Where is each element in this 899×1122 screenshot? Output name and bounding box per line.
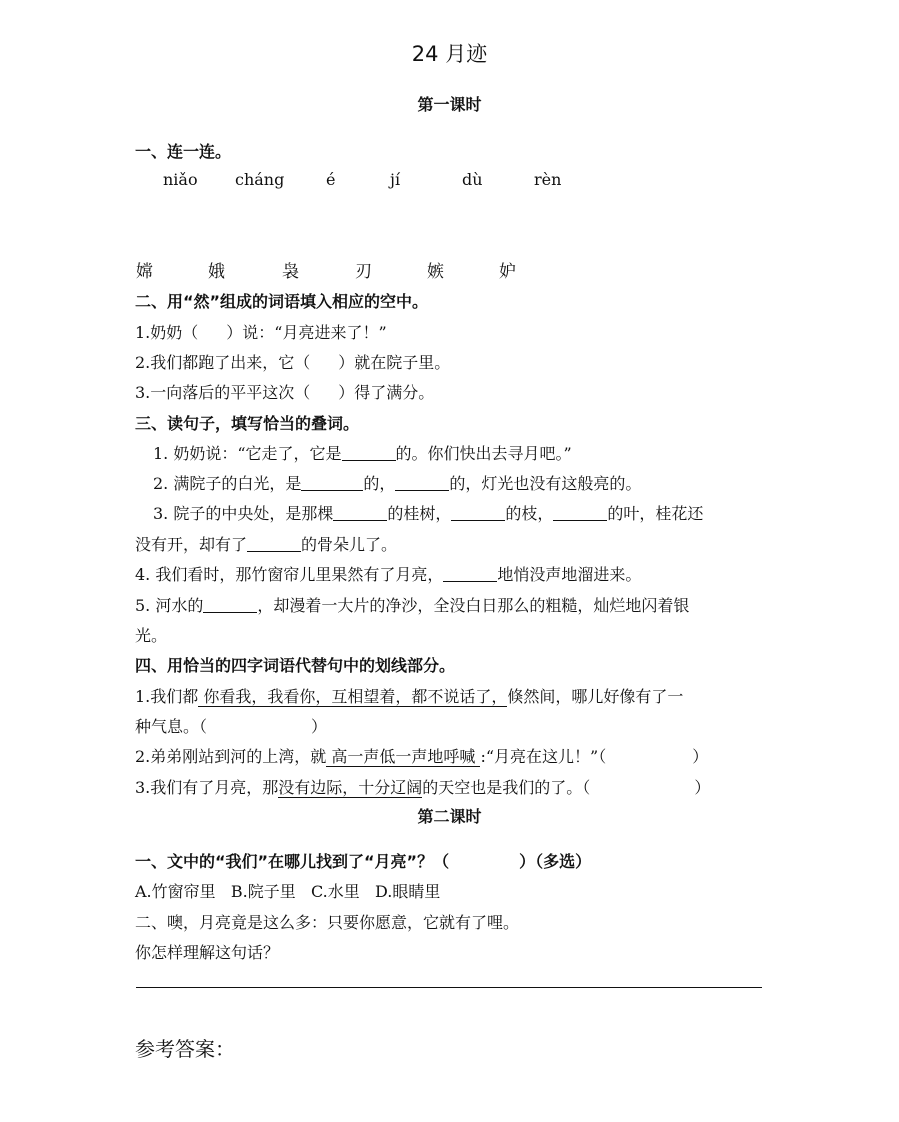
char-6: 妒 [499, 262, 516, 282]
answers-label: 参考答案： [135, 1037, 235, 1061]
q3-sentence-5 [135, 593, 689, 616]
lesson-2-label: 第二课时 [417, 807, 482, 826]
q4-s1-text-d: ） [311, 717, 328, 736]
q4-sentence-3 [135, 775, 710, 798]
q3-s3-text-f: 的骨朵儿了。 [301, 535, 398, 554]
q3-sentence-5-cont: 光。 [135, 626, 168, 645]
q3-sentence-4 [135, 562, 641, 585]
char-3: 袅 [282, 262, 299, 282]
char-2: 娥 [208, 262, 225, 282]
q3-s2-text-b: 的， [363, 474, 396, 493]
q4-sentence-2 [135, 744, 708, 767]
l2-q1-heading-tail: ）（多选） [519, 852, 592, 871]
l2-q2-heading: 二、噢，月亮竟是这么多：只要你愿意，它就有了哩。 [135, 913, 520, 932]
underlined-phrase: 你看我，我看你，互相望着，都不说话了， [198, 687, 508, 706]
q4-s2-text-c: ） [692, 747, 709, 766]
l2-q1-options: A.竹窗帘里 B.院子里 C.水里 D.眼睛里 [135, 882, 441, 901]
q4-heading: 四、用恰当的四字词语代替句中的划线部分。 [135, 656, 456, 675]
q4-s2-text-a: 2.弟弟刚站到河的上湾，就 [135, 747, 327, 766]
underlined-phrase: 高一声低一声地呼喊 [326, 747, 481, 766]
q3-s3-text-d: 的叶，桂花还 [607, 504, 704, 523]
q4-s3-text-a: 3.我们有了月亮，那 [135, 778, 279, 797]
q4-s3-text-c: ） [694, 778, 711, 797]
q2-item-3-text-a: 3.一向落后的平平这次（ [135, 383, 311, 402]
fill-blank[interactable] [203, 596, 257, 613]
l2-q1-heading [135, 849, 591, 872]
q4-s1-text-b: 倏然间，哪儿好像有了一 [507, 687, 684, 706]
q3-s2-text-c: 的，灯光也没有这般亮的。 [449, 474, 642, 493]
q3-sentence-3-cont [135, 532, 397, 555]
char-1: 嫦 [136, 262, 153, 282]
pinyin-4: jí [390, 170, 401, 189]
q2-item-2-text-a: 2.我们都跑了出来，它（ [135, 353, 311, 372]
pinyin-5: dù [462, 170, 483, 189]
q2-item-1-text-a: 1.奶奶（ [135, 323, 199, 342]
q3-s5-text-a: 5. 河水的 [135, 596, 204, 615]
q3-s3-text-c: 的枝， [505, 504, 554, 523]
fill-blank[interactable] [553, 504, 607, 521]
fill-blank[interactable] [451, 504, 505, 521]
answer-line[interactable] [136, 987, 762, 988]
q3-s3-text-b: 的桂树， [387, 504, 452, 523]
fill-blank[interactable] [443, 565, 497, 582]
fill-blank[interactable] [301, 474, 363, 491]
fill-blank[interactable] [342, 444, 396, 461]
l2-q2-prompt: 你怎样理解这句话？ [135, 943, 280, 962]
q3-sentence-3 [153, 501, 703, 524]
q4-s1-text-c: 种气息。（ [135, 717, 208, 736]
q4-s3-text-b: 的天空也是我们的了。（ [422, 778, 591, 797]
q4-s1-text-a: 1.我们都 [135, 687, 199, 706]
pinyin-6: rèn [534, 170, 562, 189]
fill-blank[interactable] [333, 504, 387, 521]
char-5: 嫉 [427, 262, 444, 282]
q2-item-3-text-b: ）得了满分。 [338, 383, 435, 402]
pinyin-1: niǎo [163, 170, 198, 189]
q3-s2-text-a: 2. 满院子的白光，是 [153, 474, 302, 493]
q2-item-2-text-b: ）就在院子里。 [338, 353, 451, 372]
q3-s1-text-b: 的。你们快出去寻月吧。” [395, 444, 572, 463]
q3-sentence-1 [153, 441, 572, 464]
q3-s5-text-b: ，却漫着一大片的净沙，全没白日那么的粗糙，灿烂地闪着银 [257, 596, 690, 615]
underlined-phrase: 没有边际，十分辽阔 [278, 778, 423, 797]
fill-blank[interactable] [395, 474, 449, 491]
q2-heading: 二、用“然”组成的词语填入相应的空中。 [135, 292, 429, 311]
q2-item-1 [135, 320, 387, 343]
q4-sentence-1 [135, 684, 683, 707]
q3-s4-text-b: 地悄没声地溜进来。 [497, 565, 642, 584]
q2-item-2 [135, 350, 450, 373]
lesson-1-label: 第一课时 [417, 95, 482, 114]
q3-sentence-2 [153, 471, 641, 494]
char-4: 刃 [355, 262, 372, 282]
page-title: 24 月迹 [411, 42, 488, 66]
pinyin-3: é [326, 170, 336, 189]
fill-blank[interactable] [247, 535, 301, 552]
q3-s4-text-a: 4. 我们看时，那竹窗帘儿里果然有了月亮， [135, 565, 444, 584]
q3-s3-text-a: 3. 院子的中央处，是那棵 [153, 504, 334, 523]
q3-s3-text-e: 没有开，却有了 [135, 535, 248, 554]
q1-heading: 一、连一连。 [135, 142, 232, 161]
q2-item-3 [135, 380, 434, 403]
q3-heading: 三、读句子，填写恰当的叠词。 [135, 414, 360, 433]
q4-s2-text-b: :“月亮在这儿！”（ [480, 747, 607, 766]
q4-sentence-1-cont [135, 714, 327, 737]
q2-item-1-text-b: ）说：“月亮进来了！” [226, 323, 387, 342]
pinyin-2: cháng [235, 170, 285, 189]
q3-s1-text-a: 1. 奶奶说：“它走了，它是 [153, 444, 342, 463]
l2-q1-heading-text: 一、文中的“我们”在哪儿找到了“月亮”？（ [135, 852, 450, 871]
